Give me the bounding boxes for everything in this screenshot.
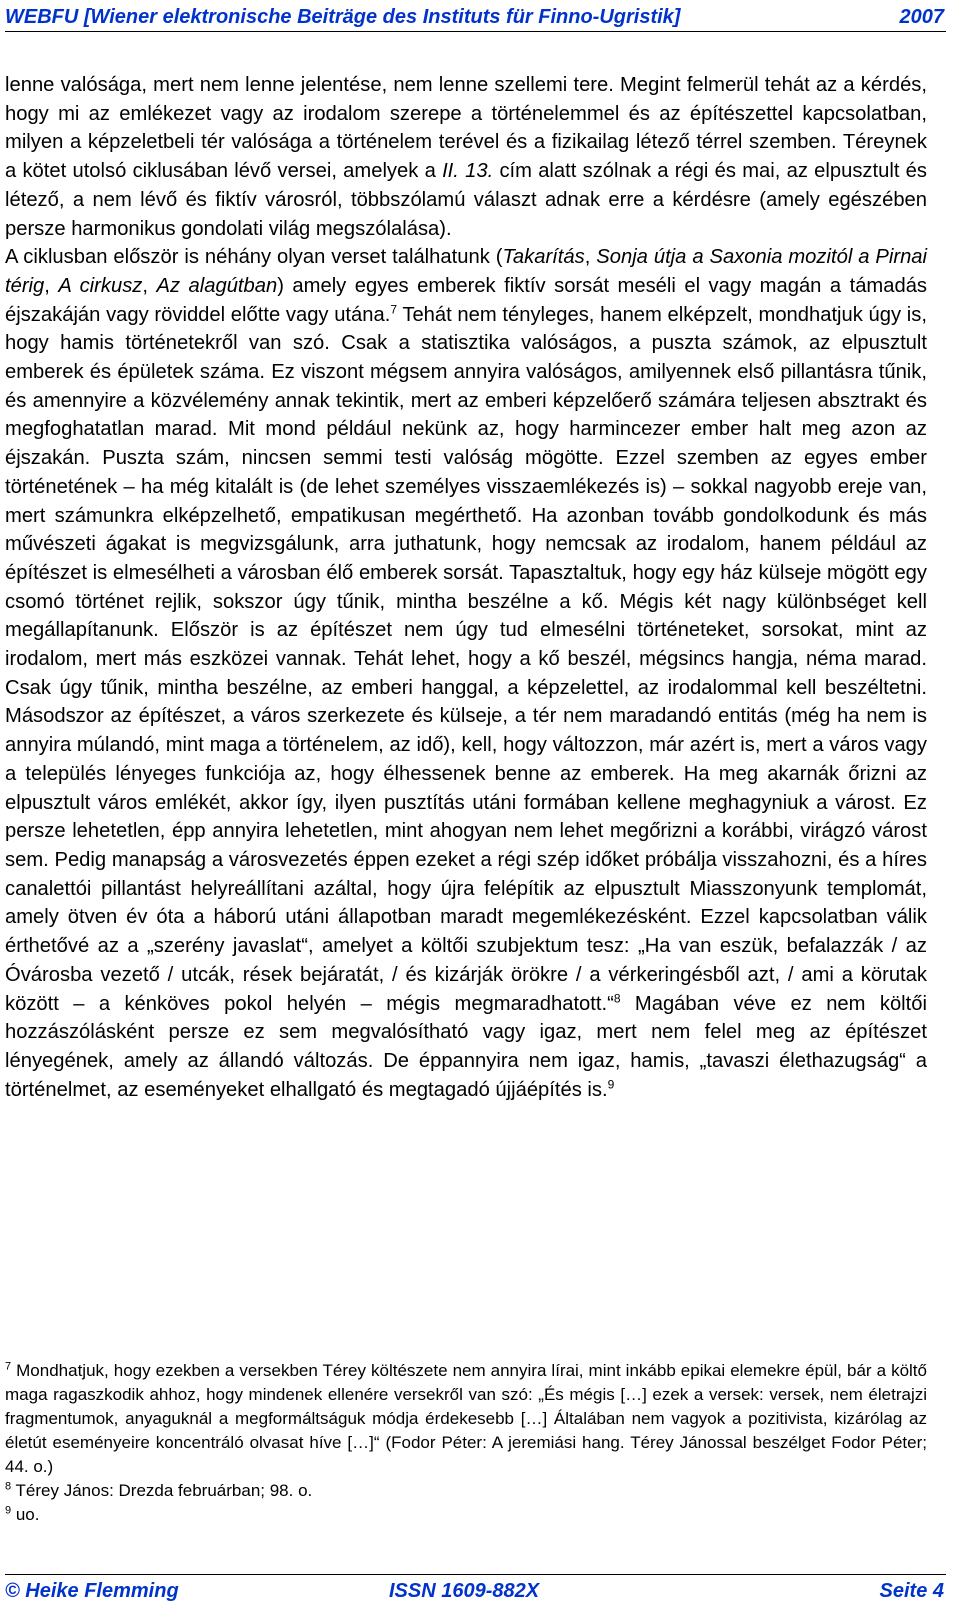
page-number: Seite 4 bbox=[879, 1580, 944, 1602]
author-copyright: © Heike Flemming bbox=[5, 1580, 179, 1602]
poem-title: A cirkusz bbox=[58, 274, 143, 297]
publication-year: 2007 bbox=[899, 6, 944, 28]
separator: , bbox=[584, 246, 597, 269]
paragraph-2-body: Tehát nem tényleges, hanem elképzelt, mondhatjuk úgy is, hogy hamis történetekről van szó. Csak a statisztika valóságos, a puszta számok, az elpusztult emberek és épületek száma. Ez viszont mégsem annyira valóságos, amilyennek első pillantásra tűnik, és amennyire a közvélemény annak tekintik, mert az emberi képzelőerő számára teljesen absztrakt és megfoghatatlan marad. Mit mond például nekünk az, hogy harmincezer ember halt meg azon az éjszakán. Puszta szám, nincsen semmi testi valóság mögötte. Ezzel szemben az egyes ember történetének – ha még kitalált is (de lehet személyes visszaemlékezés is) – sokkal nagyobb ereje van, mert számunkra elképzelhető, empatikusan megérthető. Ha azonban tovább gondolkodunk és más művészeti ágakat is megvizsgálunk, arra juthatunk, hogy nemcsak az irodalom, hanem például az építészet is elmesélheti a városban élő emberek sorsát. Tapasztaltuk, hogy egy ház külseje mögött egy csomó történet rejlik, sokszor úgy tűnik, mintha beszélne a kő. Mégis két nagy különbséget kell megállapítanunk. Először is az építészet nem úgy tud elmesélni történeteket, sorsokat, mint az irodalom, mert más eszközei vannak. Tehát lehet, hogy a kő beszél, mégsincs hangja, néma marad. Csak úgy tűnik, mintha beszélne, az emberi hanggal, a képzelettel, az irodalommal kell beszéltetni. Másodszor az építészet, a város szerkezete és külseje, a tér nem maradandó entitás (még ha nem is annyira múlandó, mint maga a történelem, az idő), kell, hogy változzon, már azért is, mert a város vagy a település lényeges funkciója az, hogy élhessenek benne az emberek. Ha meg akarnák őrizni az elpusztult város emlékét, akkor így, ilyen pusztítás utáni formában kellene meghagyniuk a várost. Ez persze lehetetlen, épp annyira lehetetlen, mint ahogyan nem lehet megőrizni a korábbi, virágzó várost sem. Pedig manapság a városvezetés éppen ezeket a régi szép időket próbálja visszahozni, és a híres canalettói pillantást helyreállítani azáltal, hogy újra felépítik az elpusztult Miasszonyunk templomát, amely ötven év óta a háború utáni állapotban maradt megemlékezésként. Ezzel kapcsolatban válik érthetővé az a „szerény javaslat“, amelyet a költői szubjektum tesz: „Ha van eszük, befalazzák / az Óvárosba vezető / utcák, rések bejáratát, / és kizárják örökre / a vérkeringésből azt, / ami a körutak között – a kénköves pokol helyén – mégis megmaradhatott.“ bbox=[5, 303, 927, 1015]
footnote-7 bbox=[5, 1359, 927, 1479]
footnote-text: Térey János: Drezda februárban; 98. o. bbox=[11, 1481, 313, 1500]
footnotes bbox=[5, 1359, 927, 1527]
italic-title: II. 13. bbox=[442, 160, 494, 183]
main-text bbox=[5, 71, 927, 1104]
footnote-text: Mondhatjuk, hogy ezekben a versekben Térey költészete nem annyira lírai, mint inkább epikai elemekre épül, bár a költő maga ragaszkodik ahhoz, hogy mindenek ellenére versekről van szó: „És mégis […] ezek a versek: versek, nem életrajzi fragmentumok, anyaguknál a megformáltságuk módja érdekesebb […] Általában nem vagyok a pozitivista, kizárólag az életút eseményeire koncentráló olvasat híve […]“ (Fodor Péter: A jeremiási hang. Térey Jánossal beszélget Fodor Péter; 44. o.) bbox=[5, 1361, 927, 1476]
footnote-ref-8[interactable]: 8 bbox=[613, 990, 621, 1005]
paragraph-1-rest: cím alatt szólnak a régi és mai, az elpusztult és létező, a nem lévő és fiktív városról, többszólamú választ adnak erre a kérdésre (amely egészében persze harmonikus gondolati világ megszólalása). bbox=[5, 160, 927, 240]
footnote-ref-9[interactable]: 9 bbox=[607, 1076, 615, 1091]
separator: , bbox=[142, 274, 157, 297]
issn: ISSN 1609-882X bbox=[389, 1580, 540, 1602]
running-header bbox=[5, 4, 946, 32]
footnote-9 bbox=[5, 1503, 927, 1527]
poem-title: Az alagútban bbox=[156, 274, 278, 297]
paragraph-1-text: lenne valósága, mert nem lenne jelentése, nem lenne szellemi tere. Megint felmerül tehát az a kérdés, hogy mi az emlékezet vagy az irodalom szerepe a történelemmel és az építészettel kapcsolatban, milyen a képzeletbeli tér valósága a történelem terével és a fizikailag létező térrel szemben. Téreynek a kötet utolsó ciklusában lévő versei, amelyek a bbox=[5, 74, 927, 183]
footnote-number: 7 bbox=[5, 1360, 12, 1373]
footnote-ref-7[interactable]: 7 bbox=[390, 301, 398, 316]
footnote-number: 8 bbox=[5, 1480, 12, 1493]
separator: , bbox=[44, 274, 59, 297]
footnote-8 bbox=[5, 1479, 927, 1503]
paragraph-2 bbox=[5, 243, 927, 1104]
poem-title: Sonja útja a Saxonia mozitól a Pirnai térig bbox=[5, 246, 928, 297]
footnote-number: 9 bbox=[5, 1504, 12, 1517]
paragraph-2-start: A ciklusban először is néhány olyan verset találhatunk ( bbox=[5, 246, 503, 269]
paragraph-2-mid: ) amely egyes emberek fiktív sorsát meséli el vagy magán a támadás éjszakáján vagy röviddel előtte vagy utána. bbox=[5, 274, 928, 326]
paragraph-2-end: Magában véve ez nem költői hozzászólásként persze ez sem megvalósítható vagy igaz, mert nem felel meg az építészet lényegének, amely az állandó változás. De éppannyira nem igaz, hamis, „tavaszi élethazugság“ a történelmet, az eseményeket elhallgató és megtagadó újjáépítés is. bbox=[5, 992, 927, 1101]
running-footer bbox=[5, 1574, 946, 1607]
journal-title: WEBFU [Wiener elektronische Beiträge des Instituts für Finno-Ugristik] bbox=[5, 6, 681, 28]
poem-title: Takarítás bbox=[502, 246, 585, 269]
paragraph-1 bbox=[5, 71, 927, 243]
footnote-text: uo. bbox=[11, 1505, 40, 1524]
